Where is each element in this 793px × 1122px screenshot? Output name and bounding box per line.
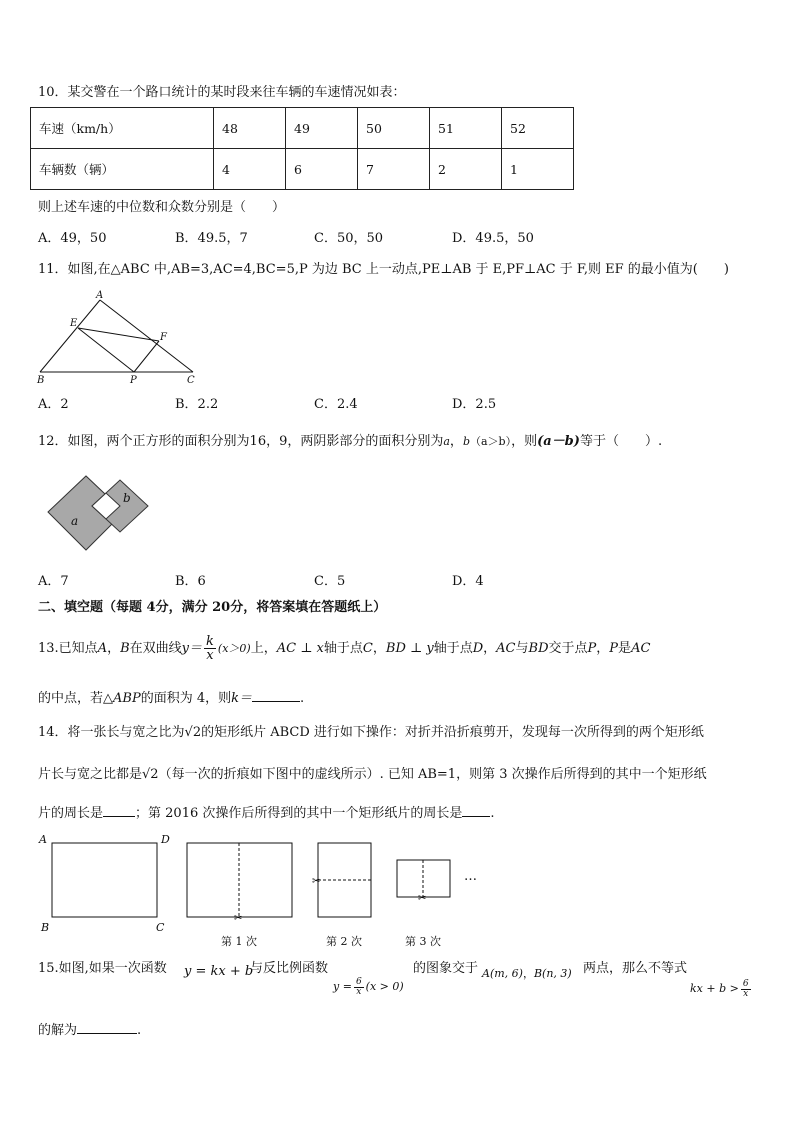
formula-ac: AC ⊥ x [276,641,324,656]
label-f: F [160,332,167,343]
formula-y: y＝ [181,641,203,656]
q14-text: 的矩形纸片 ABCD 进行如下操作：对折并沿折痕剪开，发现每一次所得到的两个矩形纸 [201,725,704,740]
segment-bd: BD [528,641,549,656]
q12-tail: 等于（ ）. [579,434,663,449]
q12-condition: （a＞b） [469,435,512,448]
answer-blank[interactable] [252,689,300,702]
q13-text: 与 [515,641,529,656]
segment-ac: AC [496,641,516,656]
point-a: A [97,641,108,656]
fraction-k-x [204,635,216,662]
table-cell: 车辆数（辆） [31,149,214,190]
table-cell: 48 [214,108,286,149]
q13-line1 [38,634,650,664]
table-cell: 6 [286,149,358,190]
q15-p1: 15.如图,如果一次函数 [38,961,167,976]
speed-table [30,107,574,190]
q15-p3: 的图象交于 [413,961,479,976]
q14-text: 片长与宽之比都是 [38,767,143,782]
option-c: C．5 [314,574,346,589]
answer-blank-2[interactable] [462,804,490,817]
denominator: x [206,648,214,663]
fraction-6-x [354,978,364,997]
option-d: D．4 [452,574,484,589]
q10-question: 则上述车速的中位数和众数分别是（ ） [38,200,286,215]
q15-text: . [137,1023,142,1038]
option-c: C．50，50 [314,231,384,246]
answer-blank-1[interactable] [103,804,135,817]
label-e: E [70,318,78,329]
option-b: B．2.2 [175,397,219,412]
corner-c: C [156,921,165,934]
label-a: A [96,290,104,301]
label-b: B [37,375,45,386]
q14-text: 片的周长是 [38,806,104,821]
q13-text: 的中点，若 [38,691,104,706]
table-cell: 51 [430,108,502,149]
q11-stem: 11．如图,在△ABC 中,AB=3,AC=4,BC=5,P 为边 BC 上一动点,PE⊥AB 于 E,PF⊥AC 于 F,则 EF 的最小值为( ) [38,262,729,277]
q14-line2 [38,766,707,784]
q14-text: ；第 2016 次操作后所得到的其中一个矩形纸片的周长是 [135,806,463,821]
label-p: P [130,375,137,386]
domain: (x > 0) [365,980,404,993]
q12-sep: ， [449,434,463,449]
table-row [31,149,574,190]
option-c: C．2.4 [314,397,358,412]
caption-step1: 第 1 次 [221,935,257,948]
q12-expression: (a－b) [537,434,580,449]
numerator: k [206,634,214,649]
option-b: B．6 [175,574,206,589]
q15-p2: 与反比例函数 [250,961,329,976]
formula-k: k＝ [231,691,252,706]
denominator: x [356,986,362,997]
denominator: x [743,988,749,999]
point-p: P [609,641,619,656]
squares-figure [44,472,152,554]
table-cell: 52 [502,108,574,149]
q13-text: 轴于点 [323,641,363,656]
sqrt-2: √2 [142,767,159,782]
numerator: 6 [742,978,749,989]
option-a: A．2 [38,397,69,412]
label-b: b [123,491,131,505]
q13-text: 在双曲线 [129,641,182,656]
option-d: D．2.5 [452,397,497,412]
option-d: D．49.5，50 [452,231,534,246]
q10-options [38,230,578,248]
section-title: 二、填空题（每题 4分，满分 20分，将答案填在答题纸上） [38,600,387,615]
option-b: B．49.5，7 [175,231,248,246]
q15-line2 [38,1021,141,1040]
label-a: a [71,514,79,528]
q13-text: 交于点 [548,641,588,656]
segment-pf [134,341,159,372]
table-cell: 50 [358,108,430,149]
formula-bd: BD ⊥ y [385,641,434,656]
segment-ab [40,300,100,372]
triangle-abp: △ABP [103,691,141,706]
q13-text: 是 [618,641,632,656]
q13-line2 [38,689,304,708]
q13-sep: ， [372,641,386,656]
answer-blank[interactable] [77,1021,137,1034]
option-a: A．7 [38,574,69,589]
corner-b: B [41,921,50,934]
var-a: a [443,435,450,448]
q14-text: 14．将一张长与宽之比为 [38,725,185,740]
table-row [31,108,574,149]
paper-fold-figure [36,828,486,950]
q14-line3 [38,804,495,823]
q13-text: 13.已知点 [38,641,98,656]
q12-then: ，则 [511,434,538,449]
inequality [690,978,753,1000]
point-d: D [472,641,484,656]
q14-text: . [490,806,495,821]
point-c: C [362,641,373,656]
scissors-icon: ✂ [418,893,427,904]
point-p: P [587,641,597,656]
segment-ac: AC [631,641,651,656]
caption-step3: 第 3 次 [405,935,441,948]
q12-stem [38,433,662,451]
q14-text: （每一次的折痕如下图中的虚线所示）. 已知 AB=1，则第 3 次操作后所得到的其中一个矩形纸 [158,767,707,782]
table-cell: 1 [502,149,574,190]
table-cell: 7 [358,149,430,190]
q14-line1 [38,724,704,742]
point-b-text: B(n, 3) [533,967,572,980]
q13-text: 轴于点 [433,641,473,656]
numerator: 6 [355,976,362,987]
q15-text: 的解为 [38,1023,78,1038]
var-b: b [462,435,470,448]
segment-pe [78,328,134,372]
segment-ef [78,328,159,341]
q11-options [38,396,578,414]
fraction-6-x [741,980,751,999]
label-c: C [187,375,195,386]
point-a [482,965,572,983]
q15-sep: ， [522,967,534,980]
point-b: B [120,641,130,656]
segment-ac [100,300,193,372]
q13-text: 上， [250,641,277,656]
q15-p4: 两点，那么不等式 [583,961,688,976]
scissors-icon: ✂ [312,876,321,887]
table-cell: 49 [286,108,358,149]
q13-sep: ， [596,641,610,656]
caption-step2: 第 2 次 [326,935,362,948]
option-a: A．49，50 [38,231,107,246]
rect-abcd [52,843,157,917]
q12-stem-text: 12．如图，两个正方形的面积分别为16，9，两阴影部分的面积分别为 [38,434,444,449]
ellipsis: … [464,869,477,884]
scissors-icon: ✂ [234,913,243,924]
triangle-figure [30,288,205,388]
q13-text: . [300,691,305,706]
q13-text: 的面积为 4，则 [140,691,232,706]
sqrt-2: √2 [184,725,202,740]
q13-sep: ， [107,641,121,656]
point-a-text: A(m, 6) [482,967,523,980]
q10-stem: 10．某交警在一个路口统计的某时段来往车辆的车速情况如表： [38,85,406,100]
table-cell: 2 [430,149,502,190]
inequality-lhs: kx + b > [690,982,739,995]
formula-linear: y = kx + b [184,964,254,979]
formula-y: y = [333,980,352,993]
formula-inverse [333,976,404,998]
table-cell: 4 [214,149,286,190]
corner-a: A [39,833,47,846]
table-cell: 车速（km/h） [31,108,214,149]
q12-options [38,573,578,591]
domain: (x＞0) [217,642,251,655]
corner-d: D [161,833,170,846]
q13-sep: ， [483,641,497,656]
